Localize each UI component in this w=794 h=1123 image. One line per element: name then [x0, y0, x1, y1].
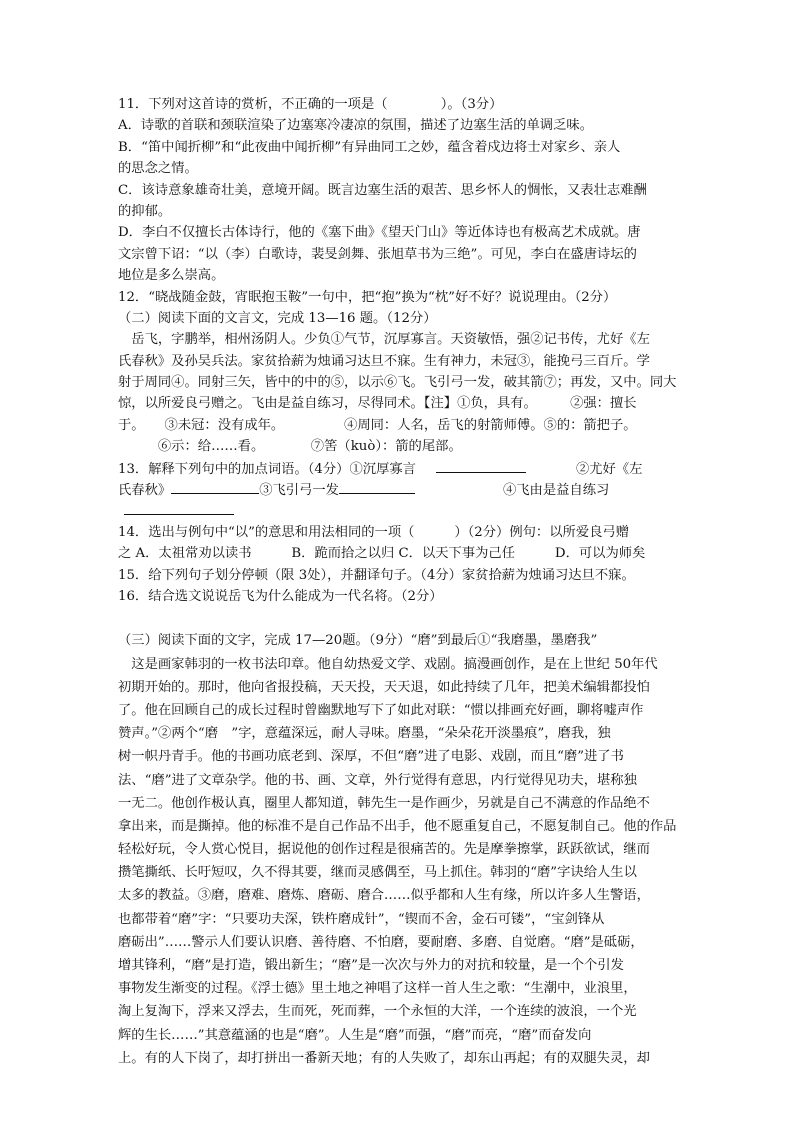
q15-stem: 15．给下列句子划分停顿（限 3处），并翻译句子。（4分）家贫拾薪为烛诵习达旦不寐。	[118, 567, 635, 583]
section2-title: （二）阅读下面的文言文，完成 13—16 题。（12分）	[118, 310, 437, 326]
q11-option-c-line2: 的抑郁。	[118, 203, 172, 219]
passage-line: 这是画家韩羽的一枚书法印章。他自幼热爱文学、戏剧。搞漫画创作，是在上世纪 50年代	[118, 656, 658, 672]
passage-line: 辉的生长……”其意蕴涵的也是“磨”。人生是“磨”而强，“磨”而亮，“磨”而奋发向	[118, 1027, 592, 1043]
section3-title: （三）阅读下面的文字，完成 17—20题。（9分）“磨”到最后①“我磨墨，墨磨我”	[118, 633, 598, 649]
q14-options: 之 A．太祖常劝以读书 B．跪而拾之以归 C．以天下事为己任 D．可以为师矣	[118, 546, 646, 562]
q11-option-c-line1: C．该诗意象雄奇壮美，意境开阔。既言边塞生活的艰苦、思乡怀人的惆怅，又表壮志难酬	[118, 182, 647, 198]
classical-text-line: 惊，以所爱良弓赠之。飞由是益自练习，尽得同术。【注】①负，具有。 ②强：擅长	[118, 396, 637, 412]
annotation-line: ⑥示：给……看。 ⑦筈（kuò）：箭的尾部。	[118, 439, 462, 455]
q11-option-b-line1: B．“笛中闻折柳”和“此夜曲中闻折柳”有异曲同工之妙，蕴含着戍边将士对家乡、亲人	[118, 139, 621, 155]
answer-blank[interactable]	[171, 479, 259, 494]
passage-line: 树一帜丹青手。他的书画功底老到、深厚，不但“磨”进了电影、戏剧，而且“磨”进了书	[118, 749, 624, 765]
passage-line: 初期开始的。那时，他向省报投稿，天天投，天天退，如此持续了几年，把美术编辑都投怕	[118, 679, 650, 695]
passage-line: 了。他在回顾自己的成长过程时曾幽默地写下了如此对联：“惯以排画充好画，聊将嘘声作	[118, 702, 644, 718]
passage-line: 增其锋利，“磨”是打造，锻出新生；“磨”是一次次与外力的对抗和较量，是一个个引发	[118, 958, 624, 973]
q13-line2	[118, 479, 684, 500]
q11-option-d-line3: 地位是多么崇高。	[118, 268, 225, 284]
answer-blank[interactable]	[436, 458, 526, 473]
classical-text-line: 氏春秋》及孙吴兵法。家贫拾薪为烛诵习达旦不寐。生有神力，未冠③，能挽弓三百斤。学	[118, 353, 650, 369]
q11-option-a: A．诗歌的首联和颈联渲染了边塞寒冷凄凉的氛围，描述了边塞生活的单调乏味。	[118, 118, 593, 134]
passage-line: 轻松好玩，令人赏心悦目，据说他的创作过程是很痛苦的。先是摩拳擦掌，跃跃欲试，继而	[118, 842, 650, 858]
passage-line: 也都带着“磨”字：“只要功夫深，铁杵磨成针”，“锲而不舍，金石可镂”，“宝剑锋从	[118, 911, 605, 927]
q11-stem: 11．下列对这首诗的赏析，不正确的一项是（ ）。（3分）	[118, 97, 503, 112]
q13-stem: 13．解释下列句中的加点词语。（4分）①沉厚寡言	[118, 461, 416, 477]
answer-blank[interactable]	[339, 479, 415, 494]
passage-line: 拿出来，而是撕掉。他的标准不是自己作品不出手，他不愿重复自己，不愿复制自己。他的作品	[118, 818, 677, 834]
answer-blank[interactable]	[124, 500, 234, 515]
section3-passage	[118, 629, 684, 1070]
q13-line3	[118, 500, 684, 521]
passage-line: 一无二。他创作极认真，圈里人都知道，韩先生一是作画少，另就是自己不满意的作品绝不	[118, 795, 650, 811]
passage-line: 攒笔撕纸、长吁短叹，久不得其要，继而灵感偶至，马上抓住。韩羽的“磨”字诀给人生以	[118, 865, 637, 881]
q13-item2-cont: 氏春秋》	[118, 483, 172, 499]
exam-page	[118, 94, 684, 1070]
q13-item2: ②尤好《左	[575, 461, 643, 477]
q13-item4: ④飞由是益自练习	[502, 483, 610, 499]
passage-line: 法、“磨”进了文章杂学。他的书、画、文章，外行觉得有意思，内行觉得见功夫，堪称独	[118, 772, 637, 788]
passage-line: 磨砺出”……警示人们要认识磨、善待磨、不怕磨，要耐磨、多磨、自觉磨。“磨”是砥砺，	[118, 934, 644, 950]
q11-option-d-line2: 文宗曾下诏：“以（李）白歌诗，裴旻剑舞、张旭草书为三绝”。可见，李白在盛唐诗坛的	[118, 246, 637, 262]
passage-line: 淘上复淘下，浮来又浮去，生而死，死而葬，一个永恒的大洋，一个连续的波浪，一个光	[118, 1004, 637, 1020]
q14-stem: 14．选出与例句中“以”的意思和用法相同的一项（ ）（2分）例句：以所爱良弓赠	[118, 524, 630, 540]
q13-line1	[118, 458, 684, 479]
q16-stem: 16．结合选文说说岳飞为什么能成为一代名将。（2分）	[118, 588, 443, 604]
classical-text-line: 射于周同④。同射三矢，皆中的中的⑤，以示⑥飞。飞引弓一发，破其箭⑦；再发，又中。同大	[118, 375, 677, 391]
passage-line: 赞声。”②两个“磨 ”字，意蕴深远，耐人寻味。磨墨，“朵朵花开淡墨痕”，磨我，独	[118, 726, 611, 742]
q11-option-d-line1: D．李白不仅擅长古体诗行，他的《塞下曲》《望天门山》等近体诗也有极高艺术成就。唐	[118, 225, 641, 241]
passage-line: 太多的教益。③磨，磨难、磨炼、磨砺、磨合……似乎都和人生有缘，所以许多人生警语，	[118, 888, 650, 904]
q13-item3: ③飞引弓一发	[259, 483, 339, 499]
q12-stem: 12．“晓战随金鼓，宵眠抱玉鞍”一句中，把“抱”换为“枕”好不好？说说理由。（2分）	[118, 289, 617, 305]
passage-line: 上。有的人下岗了，却打拼出一番新天地；有的人失败了，却东山再起；有的双腿失灵，却	[118, 1050, 650, 1066]
annotation-line: 于。 ③未冠：没有成年。 ④周同：人名，岳飞的射箭师傅。⑤的：箭把子。	[118, 417, 637, 433]
classical-text-line: 岳飞，字鹏举，相州汤阴人。少负①气节，沉厚寡言。天资敏悟，强②记书传，尤好《左	[118, 332, 650, 348]
q11-option-b-line2: 的思念之情。	[118, 161, 198, 177]
passage-line: 事物发生渐变的过程。《浮士德》里土地之神唱了这样一首人生之歌：“生潮中，业浪里，	[118, 981, 637, 997]
